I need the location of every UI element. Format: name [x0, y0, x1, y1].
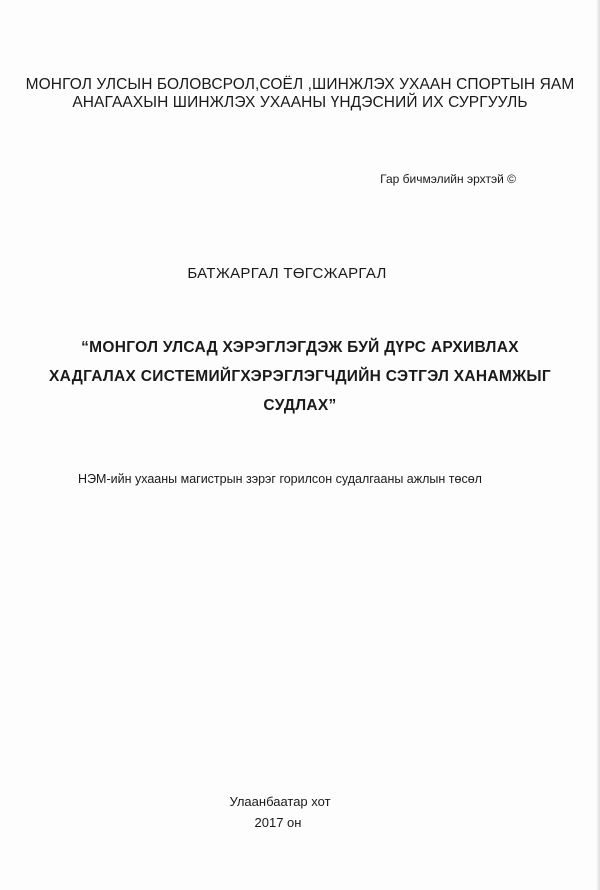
- copyright-note: Гар бичмэлийн эрхтэй ©: [380, 172, 516, 186]
- author-name: БАТЖАРГАЛ ТӨГСЖАРГАЛ: [187, 265, 387, 282]
- degree-subtitle: НЭМ-ийн ухааны магистрын зэрэг горилсон судалгааны ажлын төсөл: [78, 472, 482, 486]
- year: 2017 он: [254, 815, 302, 830]
- institution-line-1: МОНГОЛ УЛСЫН БОЛОВСРОЛ,СОЁЛ ,ШИНЖЛЭХ УХААН СПОРТЫН ЯАМ: [25, 76, 575, 93]
- institution-header: [0, 76, 600, 112]
- title-line-1: “МОНГОЛ УЛСАД ХЭРЭГЛЭГДЭЖ БУЙ ДҮРС АРХИВЛАХ: [81, 339, 519, 356]
- page-edge: [596, 0, 600, 890]
- thesis-title: [0, 333, 600, 420]
- title-line-2: ХАДГАЛАХ СИСТЕМИЙГХЭРЭГЛЭГЧДИЙН СЭТГЭЛ ХАНАМЖЫГ: [49, 368, 551, 385]
- title-line-3: СУДЛАХ”: [263, 397, 337, 414]
- institution-line-2: АНАГААХЫН ШИНЖЛЭХ УХААНЫ ҮНДЭСНИЙ ИХ СУРГУУЛЬ: [72, 94, 528, 111]
- place-name: Улаанбаатар хот: [229, 794, 331, 809]
